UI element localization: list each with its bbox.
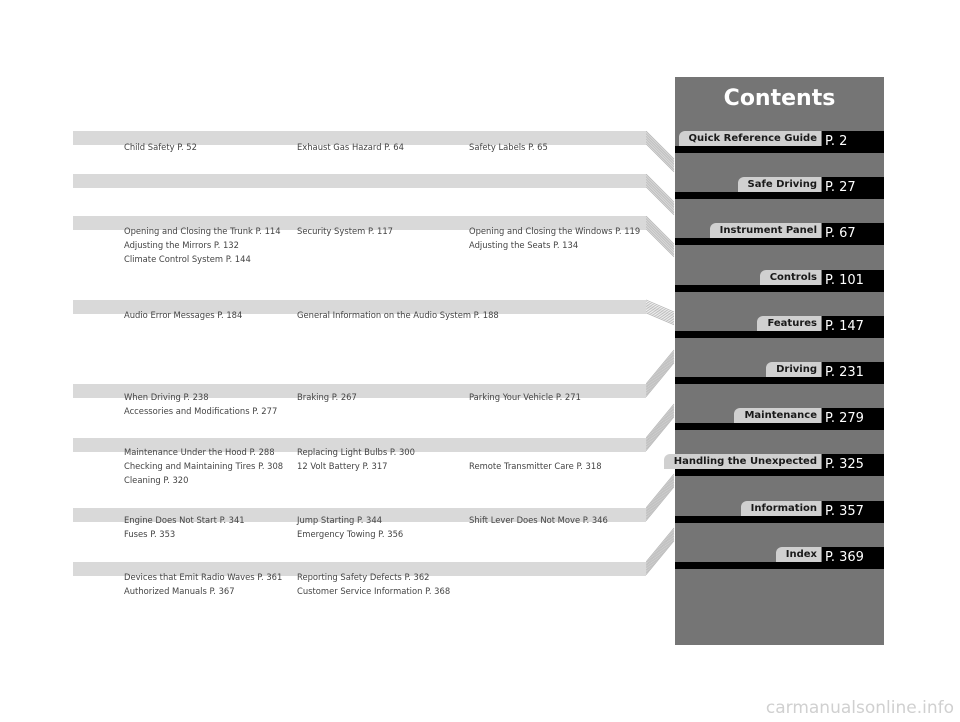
chapter-tab-bar [675,192,822,199]
topic-link[interactable]: Maintenance Under the Hood P. 288 [124,447,275,457]
band-connector-stripes [646,400,676,452]
topic-link[interactable]: Replacing Light Bulbs P. 300 [297,447,415,457]
chapter-tab-bar [675,423,822,430]
stripe-line [646,531,674,565]
topic-link[interactable]: 12 Volt Battery P. 317 [297,461,388,471]
chapter-tab-page[interactable]: P. 101 [822,270,884,292]
stripe-line [646,480,674,514]
stripe-line [646,412,674,446]
topic-link[interactable]: Accessories and Modifications P. 277 [124,406,278,416]
chapter-tab-page[interactable]: P. 357 [822,501,884,523]
stripe-line [646,533,674,567]
stripe-line [646,541,674,575]
topic-link[interactable]: Safety Labels P. 65 [469,142,548,152]
contents-title: Contents [723,86,836,111]
stripe-line [646,487,674,521]
stripe-line [646,363,674,397]
chapter-tab-bar [675,516,822,523]
chapter-tab-bar [675,377,822,384]
stripe-line [646,361,674,395]
section-band[interactable] [73,174,646,188]
stripe-line [646,479,674,513]
chapter-tab[interactable] [675,316,884,338]
topic-link[interactable]: Adjusting the Mirrors P. 132 [124,240,239,250]
stripe-line [646,530,674,564]
chapter-tab-label: Maintenance [734,408,821,423]
chapter-tab-bar [675,331,822,338]
topic-link[interactable]: Authorized Manuals P. 367 [124,586,235,596]
topic-link[interactable]: Adjusting the Seats P. 134 [469,240,579,250]
chapter-tab[interactable] [675,223,884,245]
chapter-tab-page[interactable]: P. 325 [822,454,884,476]
chapter-tab[interactable] [675,131,884,153]
chapter-tab-label: Controls [760,270,821,285]
stripe-line [646,414,674,448]
chapter-tab-bar [675,285,822,292]
stripe-line [646,182,674,210]
stripe-line [646,179,674,207]
chapter-tab-page[interactable]: P. 279 [822,408,884,430]
chapter-tab[interactable] [675,362,884,384]
band-connector-stripes [646,298,676,350]
topic-link[interactable]: Cleaning P. 320 [124,475,189,485]
band-connector-stripes [646,524,676,576]
topic-link[interactable]: Exhaust Gas Hazard P. 64 [297,142,404,152]
stripe-line [646,360,674,394]
stripe-line [646,306,674,318]
chapter-tab-bar [675,238,822,245]
topic-link[interactable]: Emergency Towing P. 356 [297,529,404,539]
stripe-line [646,476,674,510]
topic-link[interactable]: Opening and Closing the Trunk P. 114 [124,226,281,236]
stripe-line [646,137,674,165]
site-watermark: carmanualsonline.info [765,698,954,718]
stripe-line [646,534,674,568]
chapter-tab[interactable] [675,501,884,523]
stripe-line [646,356,674,390]
topic-link[interactable]: Jump Starting P. 344 [297,515,383,525]
stripe-line [646,353,674,387]
chapter-tab-label: Quick Reference Guide [679,131,821,146]
chapter-tab[interactable] [675,547,884,569]
topic-link[interactable]: Engine Does Not Start P. 341 [124,515,245,525]
stripe-line [646,484,674,518]
topic-link[interactable]: Fuses P. 353 [124,529,176,539]
topic-link[interactable]: Remote Transmitter Care P. 318 [469,461,602,471]
stripe-line [646,539,674,573]
chapter-tab-page[interactable]: P. 231 [822,362,884,384]
stripe-line [646,536,674,570]
topic-link[interactable]: Audio Error Messages P. 184 [124,310,243,320]
stripe-line [646,538,674,572]
chapter-tab-label: Features [757,316,821,331]
topic-link[interactable]: General Information on the Audio System P. 188 [297,310,499,320]
stripe-line [646,221,674,249]
topic-link[interactable]: Child Safety P. 52 [124,142,197,152]
chapter-tab-page[interactable]: P. 147 [822,316,884,338]
chapter-tab-page[interactable]: P. 369 [822,547,884,569]
chapter-tab-page[interactable]: P. 2 [822,131,884,153]
stripe-line [646,358,674,392]
stripe-line [646,485,674,519]
topic-link[interactable]: Security System P. 117 [297,226,393,236]
topic-link[interactable]: Opening and Closing the Windows P. 119 [469,226,641,236]
chapter-tab-page[interactable]: P. 27 [822,177,884,199]
topic-link[interactable]: Parking Your Vehicle P. 271 [469,392,581,402]
chapter-tab-bar [675,469,822,476]
chapter-tab-label: Safe Driving [738,177,821,192]
topic-link[interactable]: Reporting Safety Defects P. 362 [297,572,430,582]
stripe-line [646,410,674,444]
stripe-line [646,139,674,167]
topic-link[interactable]: When Driving P. 238 [124,392,209,402]
topic-link[interactable]: Customer Service Information P. 368 [297,586,451,596]
stripe-line [646,477,674,511]
topic-link[interactable]: Braking P. 267 [297,392,357,402]
stripe-line [646,222,674,250]
topic-link[interactable]: Checking and Maintaining Tires P. 308 [124,461,284,471]
chapter-tab[interactable] [675,408,884,430]
stripe-line [646,474,674,508]
topic-link[interactable]: Climate Control System P. 144 [124,254,251,264]
band-connector-stripes [646,216,676,268]
band-connector-stripes [646,470,676,522]
chapter-tab-label: Index [776,547,821,562]
chapter-tab-bar [675,562,822,569]
chapter-tab-page[interactable]: P. 67 [822,223,884,245]
chapter-tab-label: Driving [766,362,821,377]
chapter-tab[interactable] [675,454,884,476]
stripe-line [646,136,674,164]
stripe-line [646,415,674,449]
stripe-line [646,528,674,562]
stripe-line [646,350,674,384]
topic-link[interactable]: Shift Lever Does Not Move P. 346 [469,515,608,525]
chapter-tab-label: Handling the Unexpected [664,454,821,469]
stripe-line [646,404,674,438]
stripe-line [646,482,674,516]
stripe-line [646,180,674,208]
chapter-tab-bar [675,146,822,153]
chapter-tab[interactable] [675,270,884,292]
chapter-tab[interactable] [675,177,884,199]
band-connector-stripes [646,346,676,398]
stripe-line [646,224,674,252]
topic-link[interactable]: Devices that Emit Radio Waves P. 361 [124,572,283,582]
stripe-line [646,407,674,441]
stripe-line [646,352,674,386]
stripe-line [646,409,674,443]
stripe-line [646,355,674,389]
stripe-line [646,417,674,451]
stripe-line [646,406,674,440]
chapter-tab-label: Information [741,501,821,516]
chapter-tab-label: Instrument Panel [710,223,821,238]
